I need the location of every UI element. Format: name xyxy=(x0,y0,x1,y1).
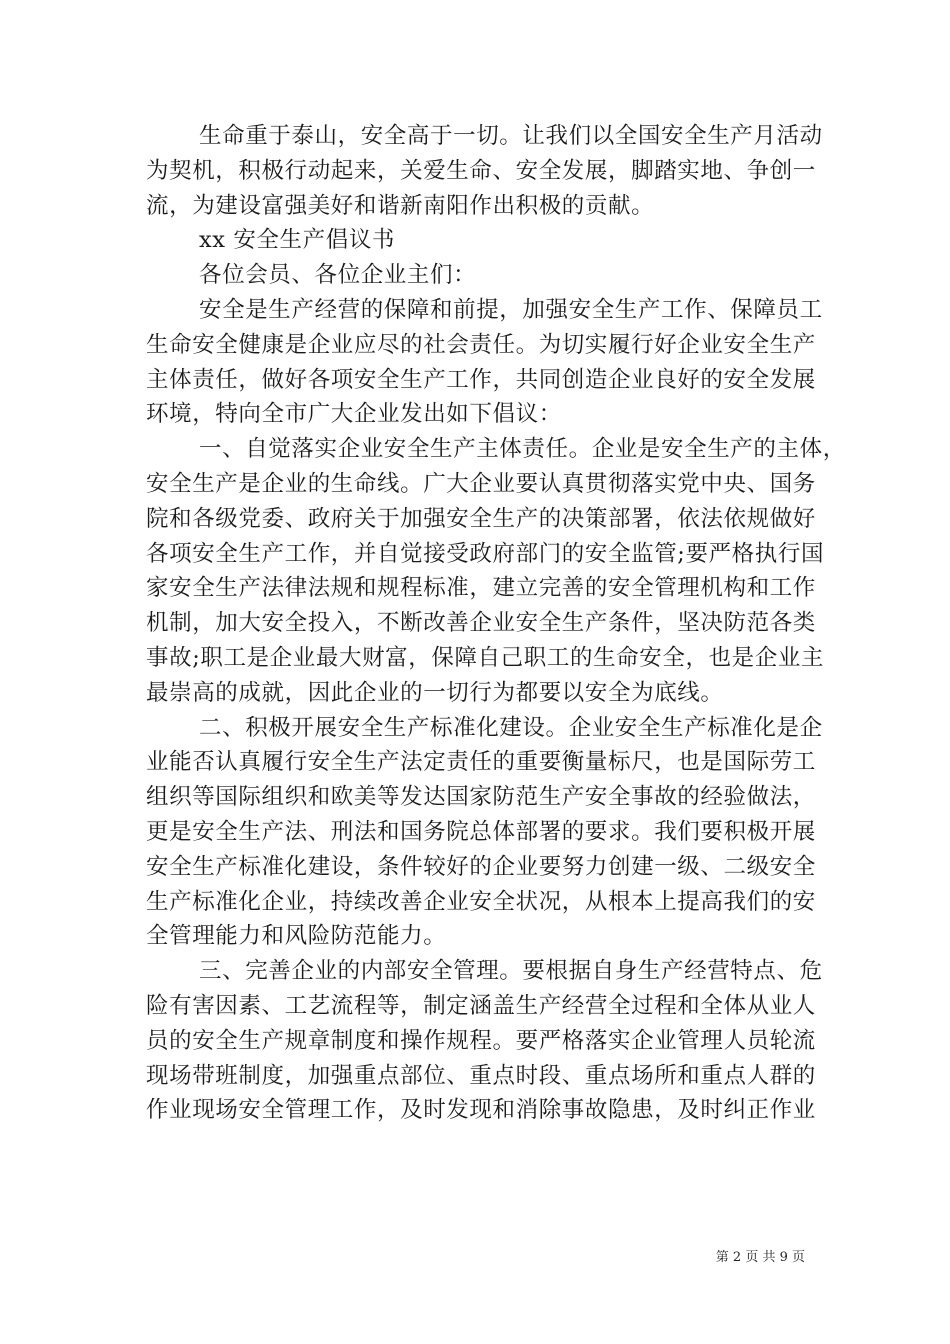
text-line: 流，为建设富强美好和谐新南阳作出积极的贡献。 xyxy=(146,192,655,219)
text-line: 为契机，积极行动起来，关爱生命、安全发展，脚踏实地、争创一 xyxy=(146,157,816,184)
text-line: 各项安全生产工作，并自觉接受政府部门的安全监管;要严格执行国 xyxy=(146,540,825,567)
text-line: 生产标准化企业，持续改善企业安全状况，从根本上提高我们的安 xyxy=(146,888,816,915)
text-line: 业能否认真履行安全生产法定责任的重要衡量标尺，也是国际劳工 xyxy=(146,749,816,776)
text-line: 安全生产标准化建设，条件较好的企业要努力创建一级、二级安全 xyxy=(146,853,816,880)
text-line: xx 安全生产倡议书 xyxy=(199,227,396,254)
text-line: 三、完善企业的内部安全管理。要根据自身生产经营特点、危 xyxy=(199,958,823,985)
text-line: 现场带班制度，加强重点部位、重点时段、重点场所和重点人群的 xyxy=(146,1062,816,1089)
text-line: 家安全生产法律法规和规程标准，建立完善的安全管理机构和工作 xyxy=(146,575,816,602)
text-line: 安全是生产经营的保障和前提，加强安全生产工作、保障员工 xyxy=(199,296,823,323)
text-line: 机制，加大安全投入，不断改善企业安全生产条件，坚决防范各类 xyxy=(146,610,816,637)
text-line: 险有害因素、工艺流程等，制定涵盖生产经营全过程和全体从业人 xyxy=(146,992,816,1019)
text-line: 更是安全生产法、刑法和国务院总体部署的要求。我们要积极开展 xyxy=(146,818,816,845)
text-line: 各位会员、各位企业主们： xyxy=(199,262,477,289)
text-line: 作业现场安全管理工作，及时发现和消除事故隐患，及时纠正作业 xyxy=(146,1097,816,1124)
text-line: 事故;职工是企业最大财富，保障自己职工的生命安全，也是企业主 xyxy=(146,644,825,671)
text-line: 组织等国际组织和欧美等发达国家防范生产安全事故的经验做法， xyxy=(146,784,816,811)
text-line: 安全生产是企业的生命线。广大企业要认真贯彻落实党中央、国务 xyxy=(146,470,816,497)
text-line: 生命安全健康是企业应尽的社会责任。为切实履行好企业安全生产 xyxy=(146,331,816,358)
text-line: 一、自觉落实企业安全生产主体责任。企业是安全生产的主体， xyxy=(199,436,846,463)
text-line: 院和各级党委、政府关于加强安全生产的决策部署，依法依规做好 xyxy=(146,505,816,532)
page-number-footer: 第 2 页 共 9 页 xyxy=(715,1250,805,1265)
text-line: 环境，特向全市广大企业发出如下倡议： xyxy=(146,401,562,428)
text-line: 全管理能力和风险防范能力。 xyxy=(146,923,447,950)
text-line: 生命重于泰山，安全高于一切。让我们以全国安全生产月活动 xyxy=(199,123,823,149)
text-line: 主体责任，做好各项安全生产工作，共同创造企业良好的安全发展 xyxy=(146,366,816,393)
text-line: 二、积极开展安全生产标准化建设。企业安全生产标准化是企 xyxy=(199,714,823,741)
document-body xyxy=(146,119,846,1128)
text-line: 最崇高的成就，因此企业的一切行为都要以安全为底线。 xyxy=(146,679,724,706)
text-line: 员的安全生产规章制度和操作规程。要严格落实企业管理人员轮流 xyxy=(146,1027,816,1054)
